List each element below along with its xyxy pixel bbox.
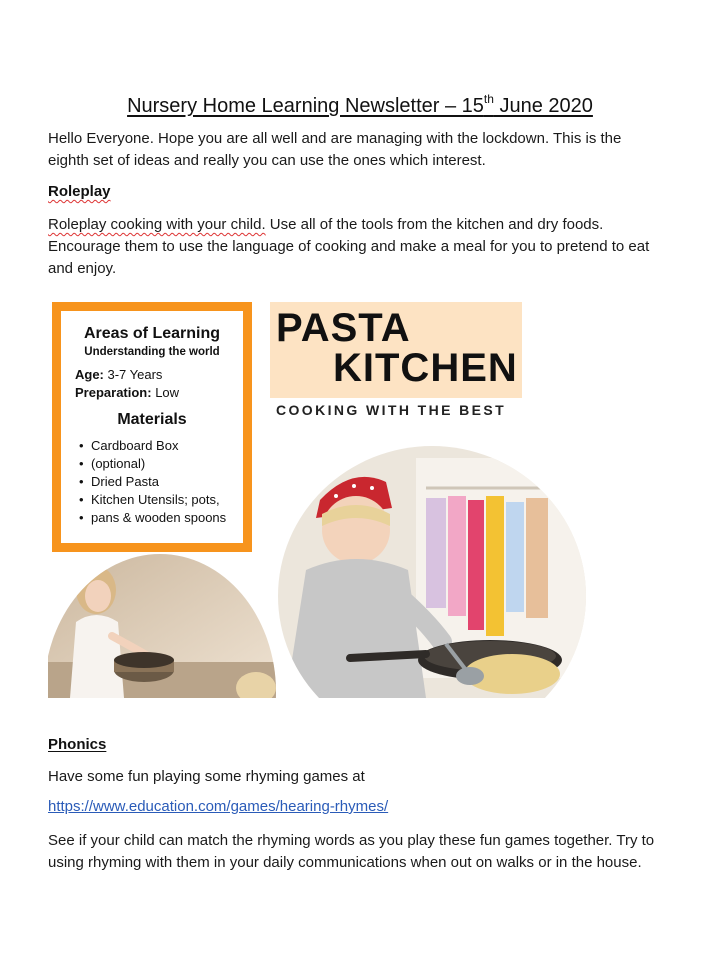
list-item: • Cardboard Box [79,437,249,455]
phonics-heading: Phonics [48,736,107,753]
roleplay-paragraph: Roleplay cooking with your child. Use all of the tools from the kitchen and dry foods. Encourage them to use the language of cooking and make a meal for you to pretend to eat and enjoy. [48,216,650,277]
banner-tagline: COOKING WITH THE BEST [276,402,507,418]
roleplay-highlight: Roleplay cooking with your child. [48,216,266,233]
age-line: Age: 3-7 Years [75,367,163,382]
newsletter-title: Nursery Home Learning Newsletter – 15th June 2020 [127,92,593,117]
list-item: • Kitchen Utensils; pots, [79,491,249,509]
banner-pasta: PASTA [276,306,411,350]
list-item: • pans & wooden spoons [79,509,249,527]
phonics-intro: Have some fun playing some rhyming games at [48,768,365,785]
list-item: • (optional) [79,455,249,473]
intro-line-2: eighth set of ideas and really you can use the ones which interest. [48,152,486,169]
hearing-rhymes-link[interactable]: https://www.education.com/games/hearing-rhymes/ [48,798,389,815]
areas-of-learning-box [52,302,252,552]
intro-line-1: Hello Everyone. Hope you are all well and are managing with the lockdown. This is the [48,130,622,147]
intro-paragraph [48,128,678,172]
areas-title: Areas of Learning [83,325,221,342]
materials-title: Materials [117,411,187,428]
phonics-paragraph: See if your child can match the rhyming words as you play these fun games together. Try to using rhyming with them in your daily communications when out on walks or in the house. [48,832,655,871]
banner-kitchen: KITCHEN [333,346,518,390]
areas-subtitle: Understanding the world [84,346,220,358]
materials-list [79,437,249,527]
list-item: • Dried Pasta [79,473,249,491]
preparation-line: Preparation: Low [75,385,180,400]
child-with-pot-photo [48,552,276,698]
roleplay-heading: Roleplay [48,183,111,200]
child-cooking-photo [276,444,586,698]
